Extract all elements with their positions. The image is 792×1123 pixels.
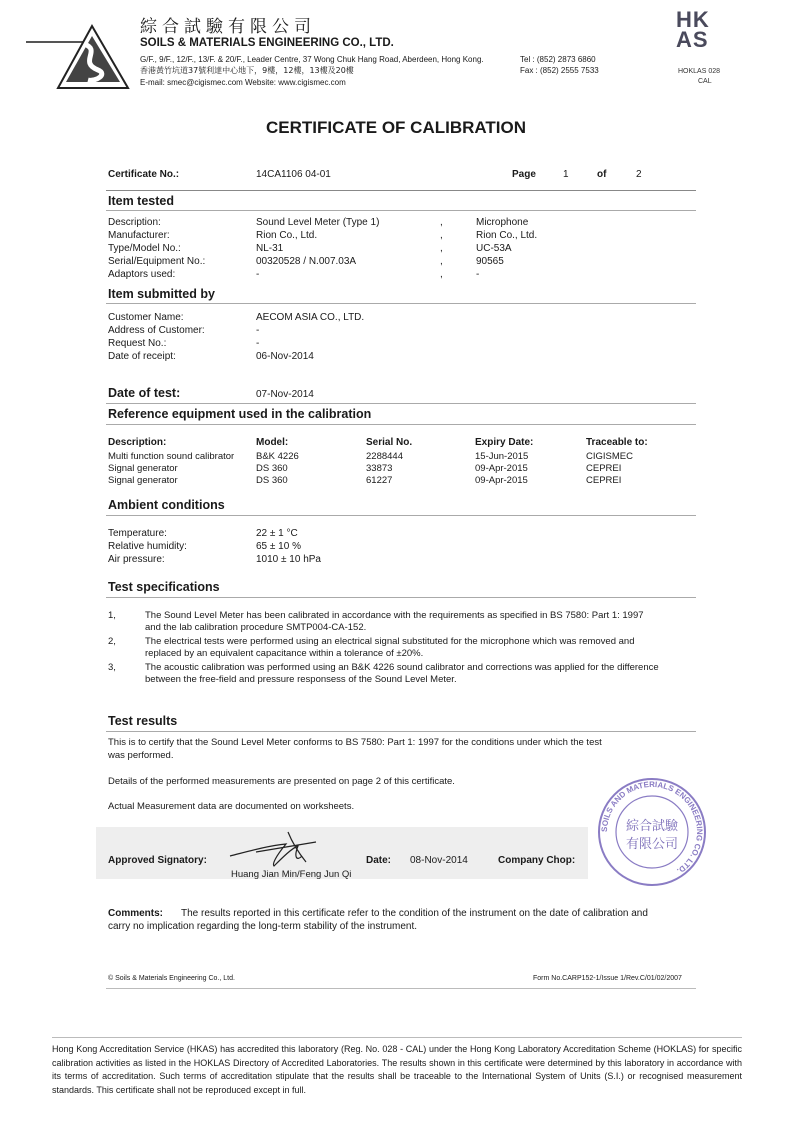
item-value-2: UC-53A xyxy=(476,243,512,254)
results-text: Actual Measurement data are documented on worksheets. xyxy=(108,801,355,812)
ref-cell: CEPREI xyxy=(586,463,622,474)
reference-heading: Reference equipment used in the calibration xyxy=(108,407,372,421)
company-stamp-icon xyxy=(596,776,708,888)
ref-col-expiry: Expiry Date: xyxy=(475,437,534,448)
customer-name-label: Customer Name: xyxy=(108,312,184,323)
ref-col-traceable: Traceable to: xyxy=(586,437,648,448)
results-heading: Test results xyxy=(108,714,178,728)
date-label: Date: xyxy=(366,855,392,866)
ref-cell: DS 360 xyxy=(256,463,288,474)
divider xyxy=(106,424,696,425)
humidity-value: 65 ± 10 % xyxy=(256,541,301,552)
item-separator: , xyxy=(440,256,443,267)
item-separator: , xyxy=(440,230,443,241)
date-of-test-label: Date of test: xyxy=(108,386,181,400)
page-total: 2 xyxy=(636,169,642,180)
ref-cell: 61227 xyxy=(366,475,393,486)
ref-cell: Signal generator xyxy=(108,463,178,474)
ref-cell: CEPREI xyxy=(586,475,622,486)
customer-address-label: Address of Customer: xyxy=(108,325,205,336)
ref-col-description: Description: xyxy=(108,437,167,448)
stamp-ring-text: SOILS AND MATERIALS ENGINEERING CO. LTD. xyxy=(599,779,705,876)
hoklas-text: HOKLAS 028 xyxy=(678,68,721,75)
item-separator: , xyxy=(440,217,443,228)
divider xyxy=(52,1037,742,1038)
item-value-2: - xyxy=(476,269,480,280)
ambient-heading: Ambient conditions xyxy=(108,498,225,512)
company-fax: Fax : (852) 2555 7533 xyxy=(520,66,599,75)
ref-cell: Multi function sound calibrator xyxy=(108,451,235,462)
request-no-value: - xyxy=(256,338,260,349)
of-label: of xyxy=(597,169,607,180)
spec-text: between the free-field and pressure responsess of the Sound Level Meter. xyxy=(145,674,457,685)
company-contact: E-mail: smec@cigismec.com Website: www.cigismec.com xyxy=(140,78,346,87)
item-value: Rion Co., Ltd. xyxy=(256,230,318,241)
divider xyxy=(106,403,696,404)
item-value: 00320528 / N.007.03A xyxy=(256,256,357,267)
accreditation-statement: Hong Kong Accreditation Service (HKAS) has accredited this laboratory (Reg. No. 028 - CAL) under the Hong Kong Laboratory Accreditation Scheme (HOKLAS) for specific calibration activities as listed in the HOKLAS Directory of Accredited Laboratories. The results shown in this certificate were determined by this laboratory in accordance with its terms of accreditation. Such terms of accreditation stipulate that the results shall be traceable to the International System of Units (S.I.) or recognised measurement standards. This certificate shall not be reproduced except in full. xyxy=(52,1044,742,1095)
item-label: Serial/Equipment No.: xyxy=(108,256,206,267)
item-label: Description: xyxy=(108,217,161,228)
item-value: NL-31 xyxy=(256,243,284,254)
approved-signatory-label: Approved Signatory: xyxy=(108,855,207,866)
spec-text: The acoustic calibration was performed using an B&K 4226 sound calibrator and corrections was applied for the difference xyxy=(145,662,659,673)
temperature-value: 22 ± 1 °C xyxy=(256,528,298,539)
pressure-value: 1010 ± 10 hPa xyxy=(256,554,321,565)
item-value: Sound Level Meter (Type 1) xyxy=(256,217,380,228)
company-name-cn: 綜合試驗有限公司 xyxy=(140,17,316,37)
specs-heading: Test specifications xyxy=(108,580,220,594)
company-chop-label: Company Chop: xyxy=(498,855,576,866)
divider xyxy=(106,988,696,989)
cal-text: CAL xyxy=(698,78,712,85)
ref-col-model: Model: xyxy=(256,437,289,448)
divider xyxy=(106,597,696,598)
results-text: was performed. xyxy=(108,750,174,761)
ref-cell: 09-Apr-2015 xyxy=(475,475,528,486)
spec-text: and the lab calibration procedure SMTP004-CA-152. xyxy=(145,622,367,633)
ref-cell: CIGISMEC xyxy=(586,451,633,462)
item-value-2: Rion Co., Ltd. xyxy=(476,230,538,241)
page-number: 1 xyxy=(563,169,569,180)
temperature-label: Temperature: xyxy=(108,528,167,539)
cert-no-label: Certificate No.: xyxy=(108,169,180,180)
request-no-label: Request No.: xyxy=(108,338,167,349)
receipt-date-label: Date of receipt: xyxy=(108,351,176,362)
signature-icon xyxy=(226,822,336,872)
pressure-label: Air pressure: xyxy=(108,554,165,565)
spec-text: The electrical tests were performed using an electrical signal substituted for the microphone which was removed and xyxy=(145,636,635,647)
signatory-name: Huang Jian Min/Feng Jun Qi xyxy=(231,869,352,880)
item-separator: , xyxy=(440,243,443,254)
stamp-center-1: 綜合試驗 xyxy=(625,819,679,834)
ref-cell: Signal generator xyxy=(108,475,178,486)
item-label: Type/Model No.: xyxy=(108,243,181,254)
date-of-test-value: 07-Nov-2014 xyxy=(256,389,314,400)
item-value-2: Microphone xyxy=(476,217,529,228)
customer-name-value: AECOM ASIA CO., LTD. xyxy=(256,312,365,323)
item-tested-heading: Item tested xyxy=(108,194,174,208)
comments-text: carry no implication regarding the long-term stability of the instrument. xyxy=(108,921,418,932)
results-text: Details of the performed measurements are presented on page 2 of this certificate. xyxy=(108,776,455,787)
divider xyxy=(106,190,696,191)
stamp-center-2: 有限公司 xyxy=(625,837,679,852)
company-logo-icon xyxy=(22,22,132,90)
ref-cell: 33873 xyxy=(366,463,393,474)
receipt-date-value: 06-Nov-2014 xyxy=(256,351,314,362)
item-submitted-heading: Item submitted by xyxy=(108,287,215,301)
spec-number: 1, xyxy=(108,610,116,621)
divider xyxy=(106,210,696,211)
item-value: - xyxy=(256,269,260,280)
spec-number: 3, xyxy=(108,662,116,673)
company-name-en: SOILS & MATERIALS ENGINEERING CO., LTD. xyxy=(140,37,394,49)
humidity-label: Relative humidity: xyxy=(108,541,187,552)
hkas-logo xyxy=(676,7,746,90)
certificate-title: CERTIFICATE OF CALIBRATION xyxy=(265,118,526,137)
ref-cell: 15-Jun-2015 xyxy=(475,451,529,462)
ref-cell: DS 360 xyxy=(256,475,288,486)
results-text: This is to certify that the Sound Level Meter conforms to BS 7580: Part 1: 1997 for the conditions under which the test xyxy=(108,737,602,748)
comments-text: The results reported in this certificate refer to the condition of the instrument on the date of calibration and xyxy=(181,908,648,919)
divider xyxy=(106,731,696,732)
spec-number: 2, xyxy=(108,636,116,647)
item-separator: , xyxy=(440,269,443,280)
item-value-2: 90565 xyxy=(476,256,504,267)
copyright: © Soils & Materials Engineering Co., Ltd. xyxy=(108,975,235,982)
hkas-logo-text: HKAS xyxy=(676,7,710,52)
date-value: 08-Nov-2014 xyxy=(410,855,468,866)
ref-cell: B&K 4226 xyxy=(256,451,299,462)
customer-address-value: - xyxy=(256,325,260,336)
divider xyxy=(106,515,696,516)
ref-col-serial: Serial No. xyxy=(366,437,413,448)
ref-cell: 09-Apr-2015 xyxy=(475,463,528,474)
page-label: Page xyxy=(512,169,536,180)
item-label: Manufacturer: xyxy=(108,230,170,241)
spec-text: replaced by an equivalent capacitance within a tolerance of ±20%. xyxy=(145,648,424,659)
company-address-en: G/F., 9/F., 12/F., 13/F. & 20/F., Leader Centre, 37 Wong Chuk Hang Road, Aberdeen, Hong Kong. xyxy=(140,55,484,64)
form-number: Form No.CARP152-1/Issue 1/Rev.C/01/02/2007 xyxy=(533,975,682,982)
divider xyxy=(106,303,696,304)
company-address-cn: 香港黃竹坑道37號利達中心地下，9樓，12樓，13樓及20樓 xyxy=(140,66,354,75)
item-label: Adaptors used: xyxy=(108,269,176,280)
ref-cell: 2288444 xyxy=(366,451,403,462)
comments-label: Comments: xyxy=(108,908,164,919)
cert-no-value: 14CA1106 04-01 xyxy=(256,169,331,180)
spec-text: The Sound Level Meter has been calibrated in accordance with the requirements as specified in BS 7580: Part 1: 1997 xyxy=(145,610,644,621)
company-tel: Tel : (852) 2873 6860 xyxy=(520,55,596,64)
